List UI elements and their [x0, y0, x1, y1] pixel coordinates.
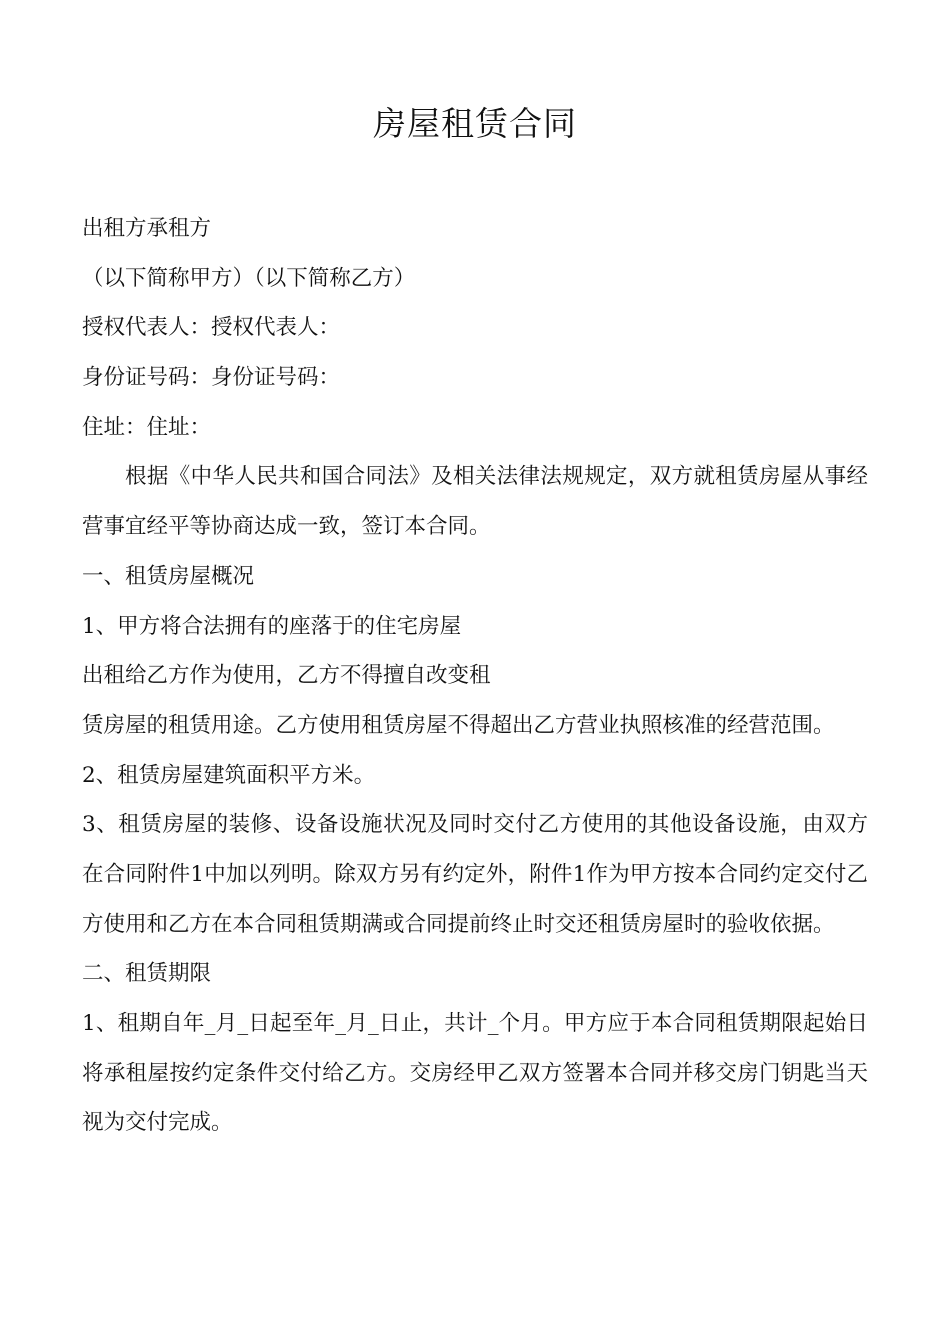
id-number-line: 身份证号码：身份证号码：	[82, 365, 341, 391]
abbreviation-line: （以下简称甲方）（以下简称乙方）	[82, 265, 416, 291]
section-2-heading: 二、租赁期限	[82, 961, 212, 987]
document-body	[82, 204, 868, 1148]
preamble-paragraph: 根据《中华人民共和国合同法》及相关法律法规规定，双方就租赁房屋从事经营事宜经平等协商达成一致，签订本合同。	[82, 464, 868, 540]
section-1-item-2: 2、租赁房屋建筑面积平方米。	[82, 762, 376, 788]
section-1-item-1-line-2: 出租给乙方作为使用，乙方不得擅自改变租	[82, 663, 491, 689]
section-2-item-1: 1、租期自年_月_日起至年_月_日止，共计_个月。甲方应于本合同租赁期限起始日将承租屋按约定条件交付给乙方。交房经甲乙双方签署本合同并移交房门钥匙当天视为交付完成。	[82, 1011, 868, 1136]
section-1-item-1-line-3: 赁房屋的租赁用途。乙方使用租赁房屋不得超出乙方营业执照核准的经营范围。	[82, 712, 835, 738]
section-1-item-3: 3、租赁房屋的装修、设备设施状况及同时交付乙方使用的其他设备设施，由双方在合同附件1中加以列明。除双方另有约定外，附件1作为甲方按本合同约定交付乙方使用和乙方在本合同租赁期满或合同提前终止时交还租赁房屋时的验收依据。	[82, 812, 868, 937]
section-1-heading: 一、租赁房屋概况	[82, 563, 255, 589]
section-1-item-1-line-1: 1、甲方将合法拥有的座落于的住宅房屋	[82, 613, 462, 639]
document-title: 房屋租赁合同	[373, 104, 577, 143]
parties-line: 出租方承租方	[82, 216, 212, 241]
address-line: 住址：住址：	[82, 414, 212, 440]
representative-line: 授权代表人：授权代表人：	[82, 315, 341, 341]
